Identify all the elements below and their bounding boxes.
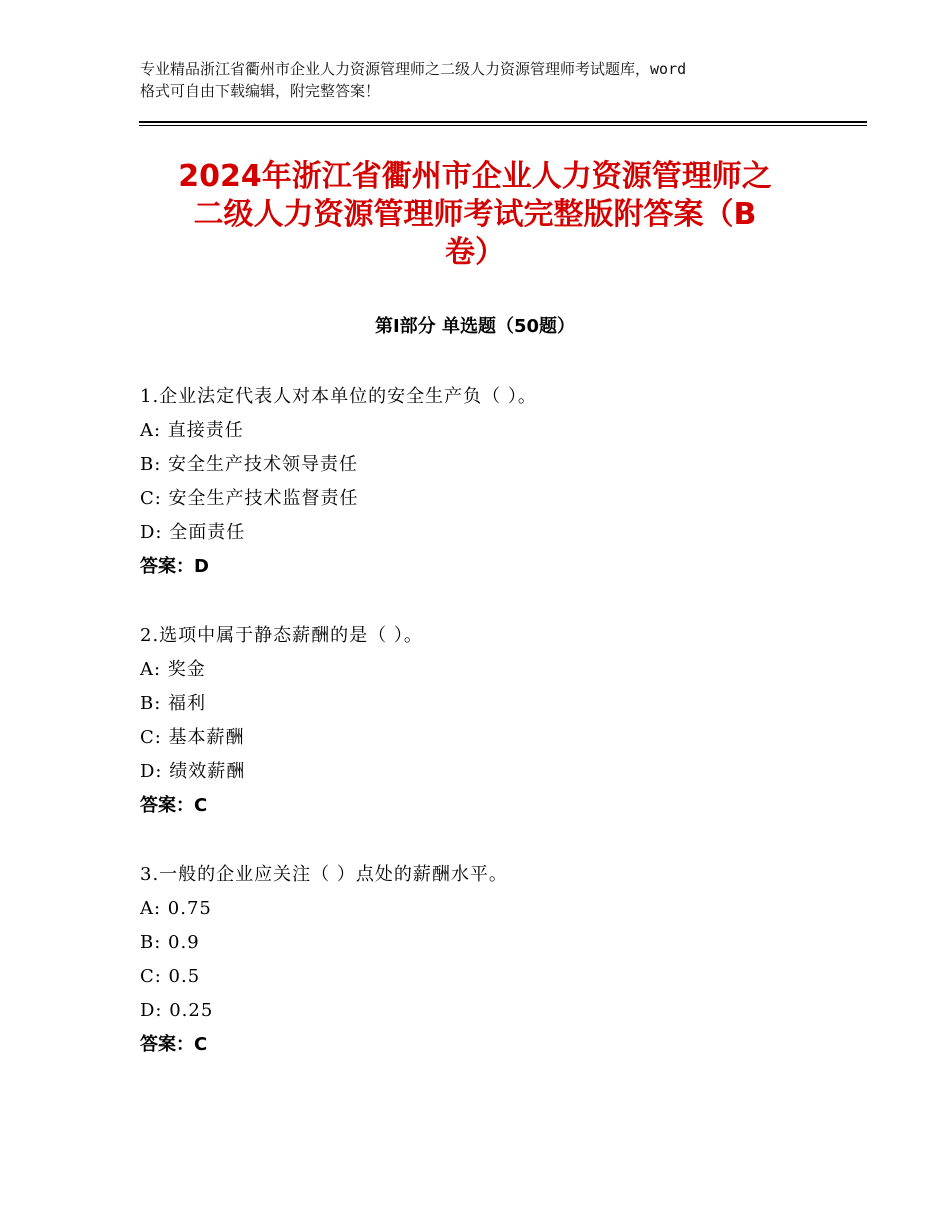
option-a: A: 直接责任 <box>140 420 244 441</box>
option-c: C: 安全生产技术监督责任 <box>140 488 359 509</box>
question-3 <box>140 858 840 1062</box>
title-line2: 二级人力资源管理师考试完整版附答案（B <box>193 197 757 232</box>
option-d: D: 0.25 <box>140 1000 214 1021</box>
title-line3: 卷） <box>445 235 505 270</box>
option-d: D: 绩效薪酬 <box>140 761 246 782</box>
answer: 答案：D <box>140 556 209 577</box>
option-c: C: 基本薪酬 <box>140 727 245 748</box>
option-a: A: 奖金 <box>140 659 206 680</box>
question-stem: 1.企业法定代表人对本单位的安全生产负（ ）。 <box>140 386 537 407</box>
question-2 <box>140 619 840 823</box>
question-stem: 3.一般的企业应关注（ ）点处的薪酬水平。 <box>140 864 508 885</box>
option-d: D: 全面责任 <box>140 522 246 543</box>
section-title: 第Ⅰ部分 单选题（50题） <box>374 316 575 337</box>
title-line1: 2024年浙江省衢州市企业人力资源管理师之 <box>178 159 772 194</box>
answer: 答案：C <box>140 795 208 816</box>
header-note-line2: 格式可自由下载编辑，附完整答案！ <box>140 82 381 100</box>
header-note <box>140 58 830 102</box>
document-title <box>120 158 830 272</box>
question-1 <box>140 380 840 584</box>
option-b: B: 0.9 <box>140 932 200 953</box>
option-b: B: 福利 <box>140 693 207 714</box>
header-note-line1: 专业精品浙江省衢州市企业人力资源管理师之二级人力资源管理师考试题库，word <box>140 60 687 78</box>
option-b: B: 安全生产技术领导责任 <box>140 454 359 475</box>
option-a: A: 0.75 <box>140 898 212 919</box>
header-divider-thick <box>139 121 867 123</box>
question-stem: 2.选项中属于静态薪酬的是（ ）。 <box>140 625 423 646</box>
answer: 答案：C <box>140 1034 208 1055</box>
option-c: C: 0.5 <box>140 966 201 987</box>
header-divider-thin <box>139 125 867 126</box>
